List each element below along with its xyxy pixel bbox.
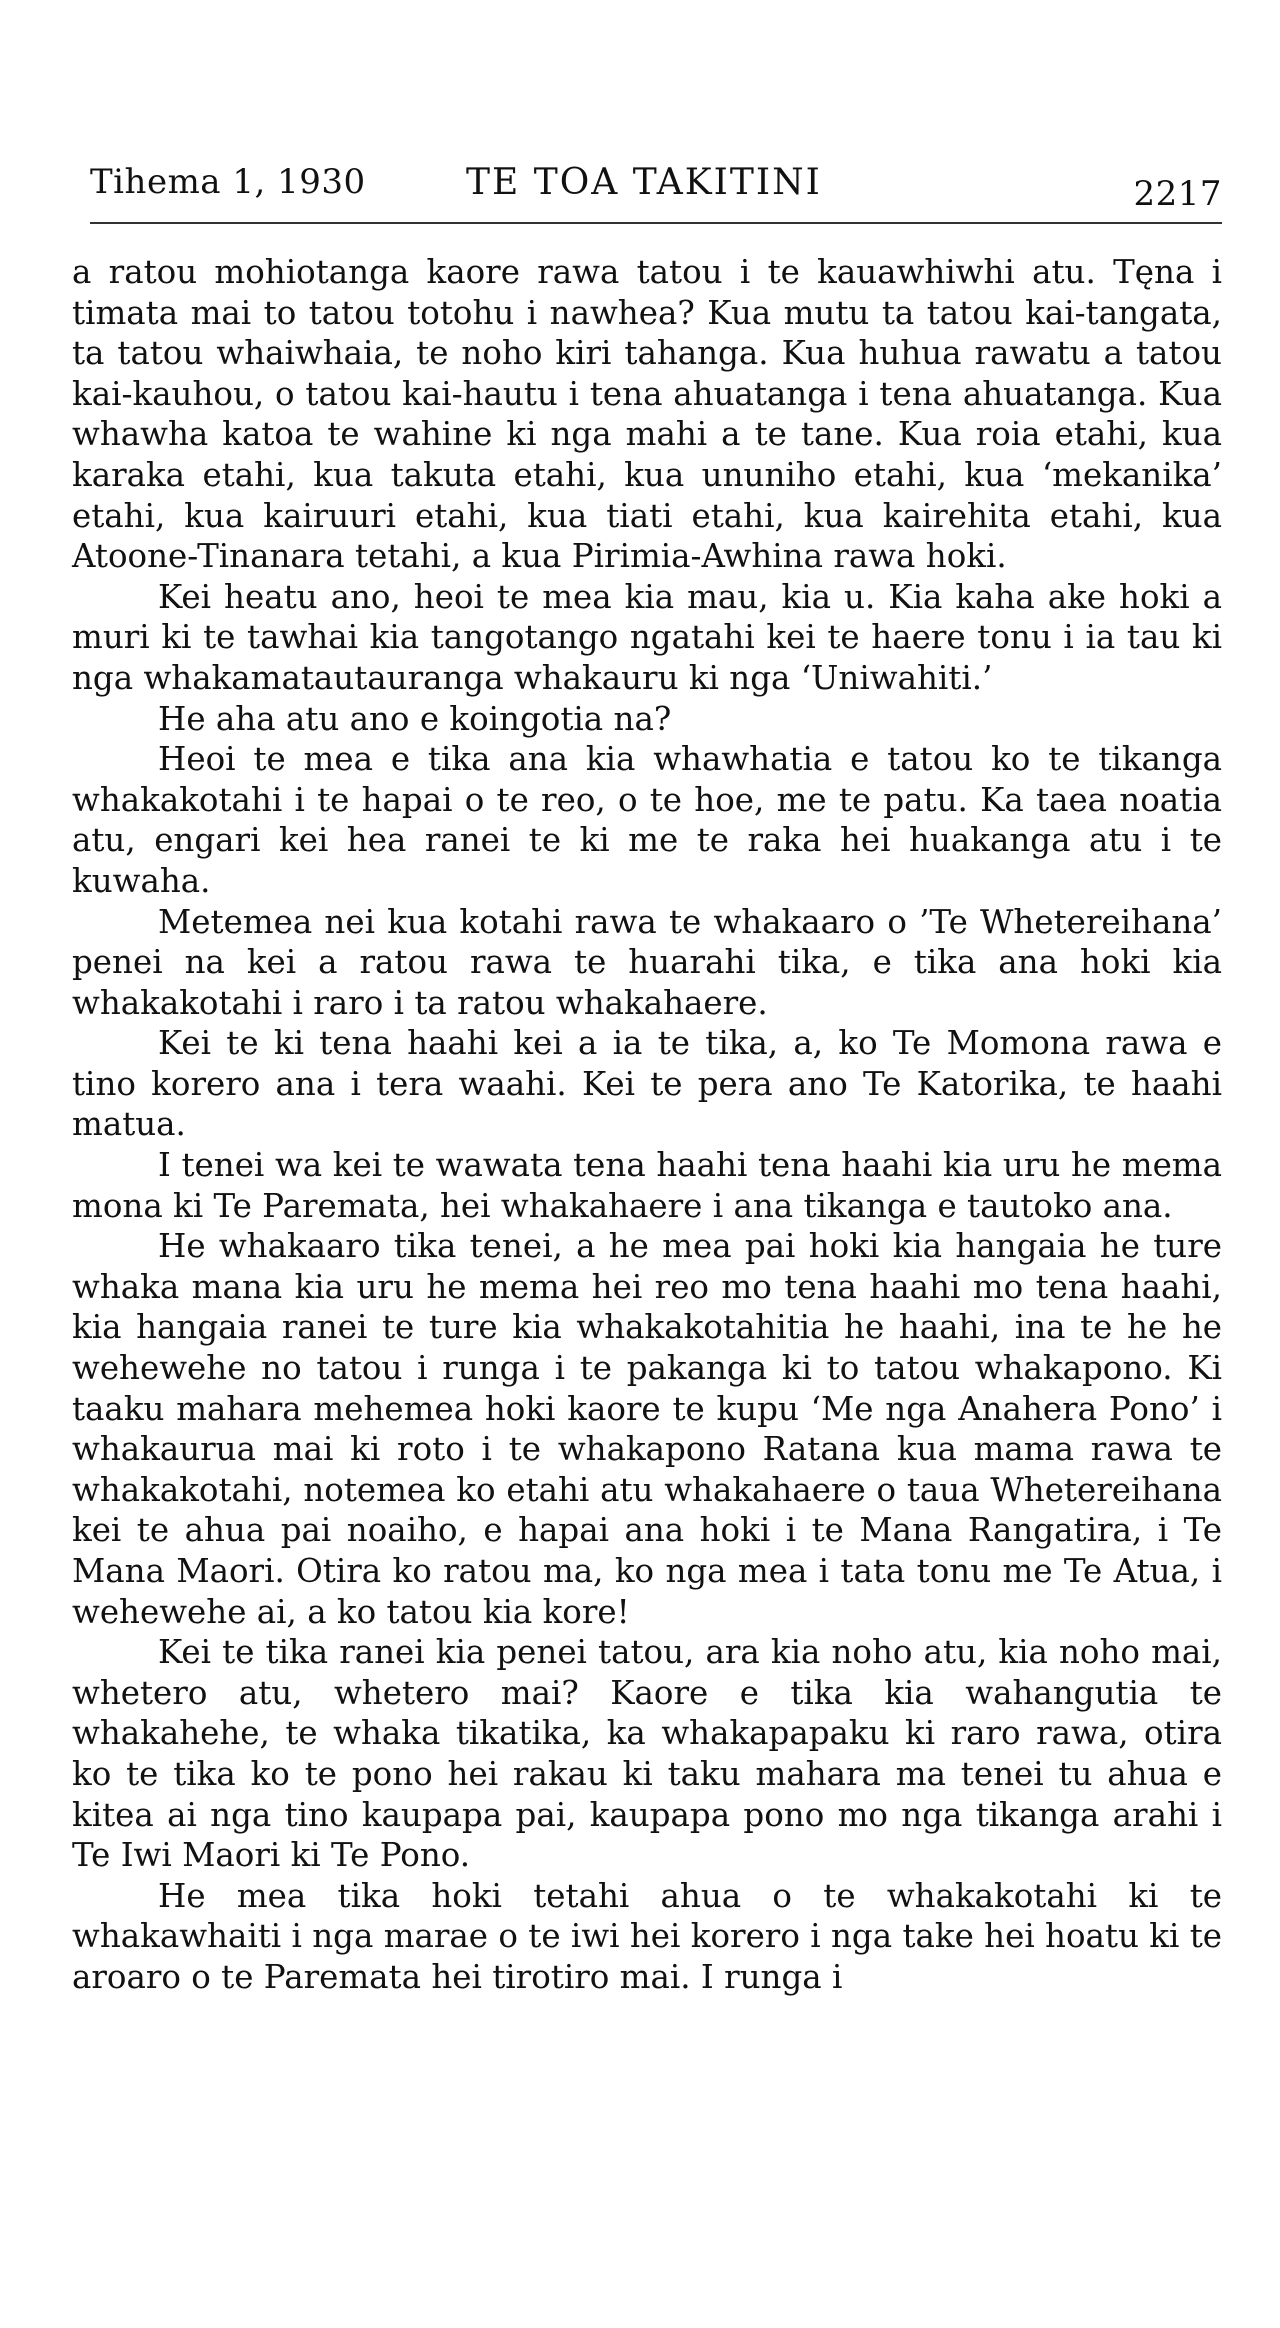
paragraph-9: Kei te tika ranei kia penei tatou, ara kia noho atu, kia noho mai, whetero atu, whetero mai? Kaore e tika kia wahangutia te whakahehe, te whaka tikatika, ka whakapapaku ki raro rawa, otira ko te tika ko te pono hei rakau ki taku mahara ma tenei tu ahua e kitea ai nga tino kaupapa pai, kaupapa pono mo nga tikanga arahi i Te Iwi Maori ki Te Pono. <box>72 1633 1222 1875</box>
paragraph-10: He mea tika hoki tetahi ahua o te whakakotahi ki te whakawhaiti i nga marae o te iwi hei korero i nga take hei hoatu ki te aroaro o te Paremata hei tirotiro mai. I runga i <box>72 1876 1222 1996</box>
paragraph-6: Kei te ki tena haahi kei a ia te tika, a, ko Te Momona rawa e tino korero ana i tera waahi. Kei te pera ano Te Katorika, te haahi matua. <box>72 1024 1222 1144</box>
publication-title: TE TOA TAKITINI <box>466 162 822 203</box>
paragraph-2: Kei heatu ano, heoi te mea kia mau, kia u. Kia kaha ake hoki a muri ki te tawhai kia tangotango ngatahi kei te haere tonu i ia tau ki nga whakamatautauranga whakauru ki nga ‘Uniwahiti.’ <box>72 577 1222 697</box>
header-rule <box>90 222 1222 224</box>
paragraph-8: He whakaaro tika tenei, a he mea pai hoki kia hangaia he ture whaka mana kia uru he mema hei reo mo tena haahi mo tena haahi, kia hangaia ranei te ture kia whakakotahitia he haahi, ina te he he wehewehe no tatou i runga i te pakanga ki to tatou whakapono. Ki taaku mahara mehemea hoki kaore te kupu ‘Me nga Anahera Pono’ i whakaurua mai ki roto i te whakapono Ratana kua mama rawa te whakakotahi, notemea ko etahi atu whakahaere o taua Whetereihana kei te ahua pai noaiho, e hapai ana hoki i te Mana Rangatira, i Te Mana Maori. Otira ko ratou ma, ko nga mea i tata tonu me Te Atua, i wehewehe ai, a ko tatou kia kore! <box>72 1227 1222 1631</box>
paragraph-5: Metemea nei kua kotahi rawa te whakaaro o ’Te Whetereihana’ penei na kei a ratou rawa te huarahi tika, e tika ana hoki kia whakakotahi i raro i ta ratou whakahaere. <box>72 902 1222 1022</box>
article-body <box>72 252 1222 1998</box>
page-number: 2217 <box>1133 174 1222 214</box>
paragraph-7: I tenei wa kei te wawata tena haahi tena haahi kia uru he mema mona ki Te Paremata, hei whakahaere i ana tikanga e tautoko ana. <box>72 1146 1222 1225</box>
header-date: Tihema 1, 1930 <box>90 162 366 202</box>
running-header <box>90 162 1222 218</box>
paragraph-3: He aha atu ano e koingotia na? <box>158 699 672 738</box>
paragraph-1: a ratou mohiotanga kaore rawa tatou i te kauawhiwhi atu. Tęna i timata mai to tatou totohu i nawhea? Kua mutu ta tatou kai-tangata, ta tatou whaiwhaia, te noho kiri tahanga. Kua huhua rawatu a tatou kai-kauhou, o tatou kai-hautu i tena ahuatanga i tena ahuatanga. Kua whawha katoa te wahine ki nga mahi a te tane. Kua roia etahi, kua karaka etahi, kua takuta etahi, kua ununiho etahi, kua ‘mekanika’ etahi, kua kairuuri etahi, kua tiati etahi, kua kairehita etahi, kua Atoone-Tinanara tetahi, a kua Pirimia-Awhina rawa hoki. <box>72 253 1222 576</box>
paragraph-4: Heoi te mea e tika ana kia whawhatia e tatou ko te tikanga whakakotahi i te hapai o te reo, o te hoe, me te patu. Ka taea noatia atu, engari kei hea ranei te ki me te raka hei huakanga atu i te kuwaha. <box>72 740 1222 900</box>
